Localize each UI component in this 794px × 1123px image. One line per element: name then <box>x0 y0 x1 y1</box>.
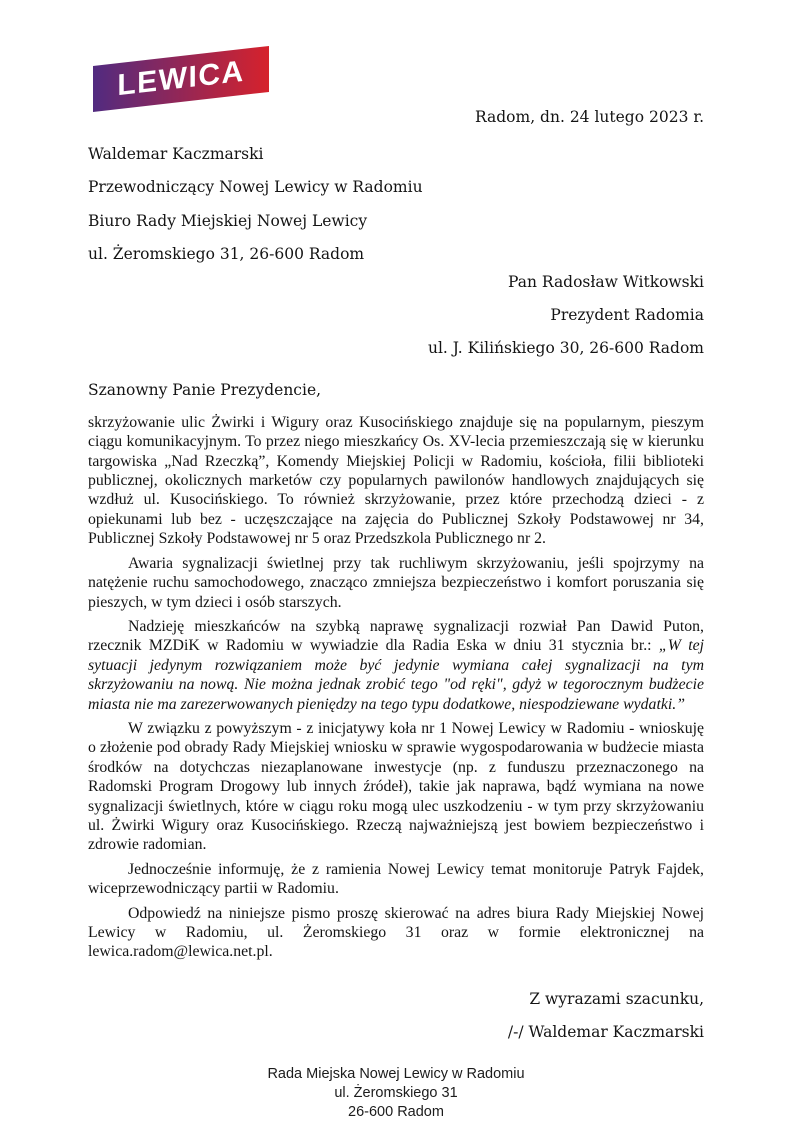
closing-block <box>88 983 704 1050</box>
footer-org-line: Rada Miejska Nowej Lewicy w Radomiu <box>267 1065 525 1082</box>
paragraph-text: Odpowiedź na niniejsze pismo proszę skierować na adres biura Rady Miejskiej Nowej Lewicy w Radomiu, ul. Żeromskiego 31 oraz w formie elektronicznej na lewica.radom@lewica.net.pl. <box>88 904 704 961</box>
sender-title: Przewodniczący Nowej Lewicy w Radomiu <box>88 178 423 197</box>
recipient-title: Prezydent Radomia <box>550 306 704 325</box>
footer-street-line: ul. Żeromskiego 31 <box>334 1084 458 1101</box>
lewica-logo <box>93 46 269 112</box>
paragraph-text: skrzyżowanie ulic Żwirki i Wigury oraz Kusocińskiego znajduje się na popularnym, pieszym ciągu komunikacyjnym. To przez niego mieszkańcy Os. XV-lecia przemieszczają się w kierunku targowiska „Nad Rzeczką”, Komendy Miejskiej Policji w Radomiu, kościoła, filii biblioteki publicznej, okolicznych marketów czy popularnych pawilonów handlowych znajdujących się wzdłuż ul. Kusocińskiego. To również skrzyżowanie, przez które przechodzą dzieci - z opiekunami lub bez - uczęszczające na zajęcia do Publicznej Szkoły Podstawowej nr 34, Publicznej Szkoły Podstawowej nr 5 oraz Przedszkola Publicznego nr 2. <box>88 413 704 548</box>
paragraph <box>88 904 704 962</box>
closing-signature: /-/ Waldemar Kaczmarski <box>507 1023 704 1042</box>
sender-address: ul. Żeromskiego 31, 26-600 Radom <box>88 245 365 264</box>
sender-name: Waldemar Kaczmarski <box>88 145 264 163</box>
lewica-logo-text: LEWICA <box>117 54 245 103</box>
paragraph <box>88 860 704 899</box>
date-line: Radom, dn. 24 lutego 2023 r. <box>474 108 704 126</box>
recipient-block <box>88 266 704 366</box>
sender-block <box>88 138 704 272</box>
recipient-address: ul. J. Kilińskiego 30, 26-600 Radom <box>427 339 704 358</box>
paragraph <box>88 617 704 714</box>
paragraph-text: Nadzieję mieszkańców na szybką naprawę sygnalizacji rozwiał Pan Dawid Puton, rzecznik MZDiK w Radomiu w wywiadzie dla Radia Eska w dniu 31 stycznia br.: <box>88 617 704 655</box>
sender-office: Biuro Rady Miejskiej Nowej Lewicy <box>88 211 368 230</box>
paragraph <box>88 413 704 549</box>
paragraph-text: Jednocześnie informuję, że z ramienia Nowej Lewicy temat monitoruje Patryk Fajdek, wiceprzewodniczący partii w Radomiu. <box>88 860 704 898</box>
salutation: Szanowny Panie Prezydencie, <box>88 380 322 399</box>
paragraph-text: W związku z powyższym - z inicjatywy koła nr 1 Nowej Lewicy w Radomiu - wnioskuję o złożenie pod obrady Rady Miejskiej wniosku w sprawie wygospodarowania w budżecie miasta środków na dotychczas niezaplanowane inwestycje (np. z funduszu przeznaczonego na Radomski Program Drogowy lub innych źródeł), takie jak naprawa, bądź wymiana na nowe sygnalizacji świetlnych, które w ciągu roku mogą ulec uszkodzeniu - w tym przy skrzyżowaniu ul. Żwirki Wigury oraz Kusocińskiego. Rzeczą najważniejszą jest bowiem bezpieczeństwo i zdrowie radomian. <box>88 719 704 854</box>
letter-body <box>88 413 704 962</box>
recipient-name: Pan Radosław Witkowski <box>508 272 704 291</box>
letter-content <box>0 106 794 1122</box>
quote-text: „W tej sytuacji jedynym rozwiązaniem może być jedynie wymiana całej sygnalizacji na tym skrzyżowaniu na nową. Nie można jednak zrobić tego "od ręki", gdyż w tegorocznym budżecie miasta nie ma zarezerwowanych pieniędzy na tego typu dodatkowe, niespodziewane wydatki.” <box>88 637 704 713</box>
paragraph-text: Awaria sygnalizacji świetlnej przy tak ruchliwym skrzyżowaniu, jeśli spojrzymy na natężenie ruchu samochodowego, znacząco zmniejsza bezpieczeństwo i komfort poruszania się pieszych, w tym dzieci i osób starszych. <box>88 554 704 611</box>
footer-city-line: 26-600 Radom <box>348 1103 444 1120</box>
paragraph <box>88 719 704 855</box>
closing-phrase: Z wyrazami szacunku, <box>529 989 704 1008</box>
paragraph <box>88 554 704 612</box>
footer-block <box>88 1065 704 1122</box>
